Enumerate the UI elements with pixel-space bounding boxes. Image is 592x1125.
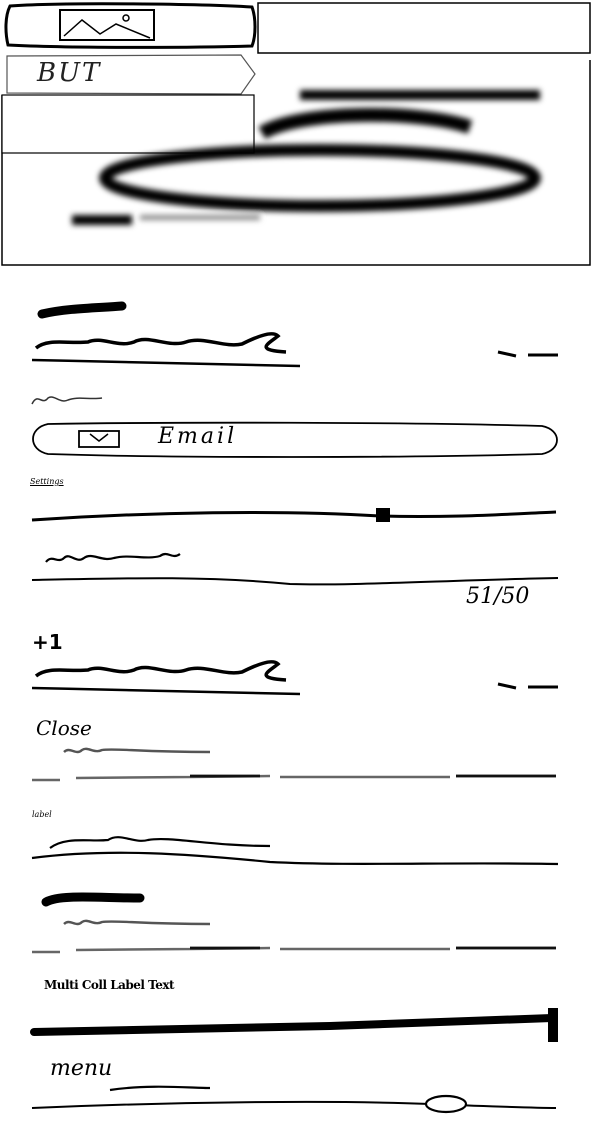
section-title-1 (28, 300, 568, 372)
slider-thumb (376, 508, 390, 522)
slider-handle (426, 1096, 466, 1112)
scribble-caption (30, 390, 110, 410)
bottom-slider[interactable] (30, 1090, 560, 1120)
close-link[interactable]: Close (36, 716, 92, 740)
section-title-3 (40, 888, 160, 908)
email-field[interactable] (30, 420, 560, 458)
character-counter: 51/50 (466, 584, 530, 609)
email-placeholder: Email (158, 424, 238, 449)
slider-label: Settings (30, 477, 64, 486)
menu-label: menu (50, 1056, 113, 1081)
multiline-label: Multi Coll Label Text (44, 978, 175, 992)
section-title-2 (28, 650, 568, 710)
wavy-input[interactable] (30, 826, 560, 871)
progress-line-1 (30, 740, 560, 785)
progress-line-2 (30, 912, 560, 957)
settings-slider[interactable] (30, 500, 560, 530)
hero-panel (0, 55, 592, 270)
small-label: label (32, 810, 52, 819)
image-icon (4, 2, 256, 48)
mail-icon (78, 430, 120, 448)
but-button-label: BUT (37, 58, 102, 88)
plus-one-badge: +1 (32, 630, 63, 654)
thick-range-bar[interactable] (30, 1002, 560, 1044)
